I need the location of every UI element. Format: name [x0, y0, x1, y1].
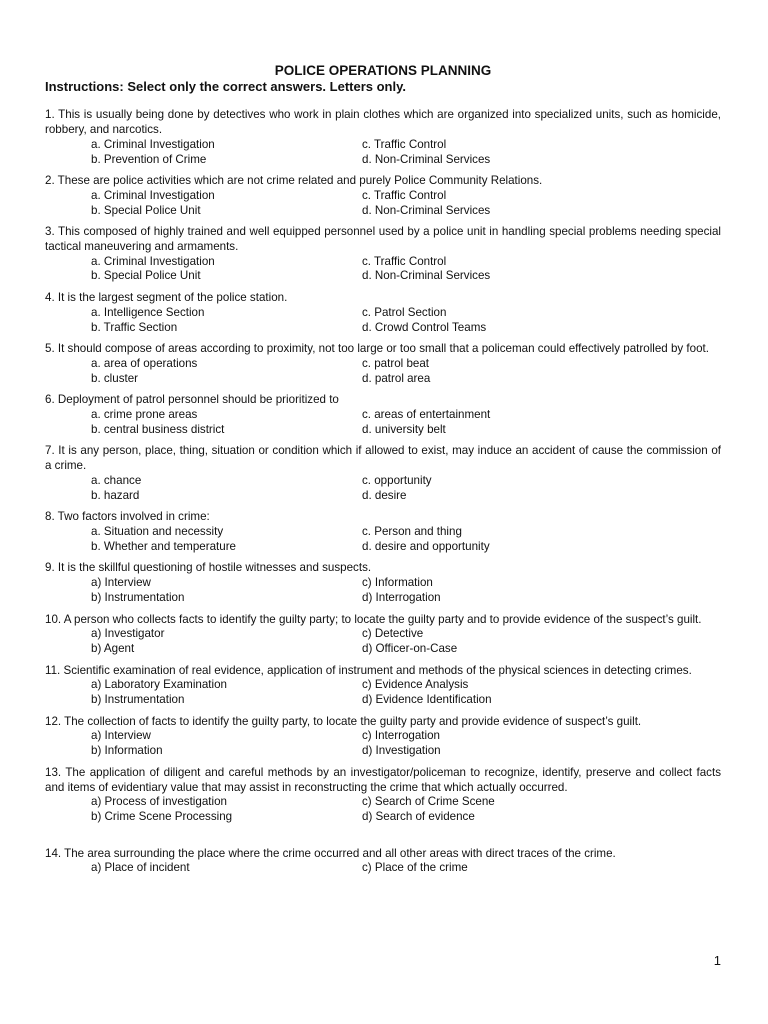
answer-option: a) Interview — [91, 729, 151, 743]
answer-option: b. Special Police Unit — [91, 203, 201, 217]
answer-option: b. Whether and temperature — [91, 539, 237, 553]
answer-options — [45, 189, 721, 218]
question-list — [45, 108, 721, 876]
answer-option: a. Situation and necessity — [91, 524, 224, 538]
question-8 — [45, 510, 721, 554]
answer-option: c. Traffic Control — [362, 137, 447, 151]
answer-option: c) Place of the crime — [362, 861, 468, 875]
question-stem: 3. This composed of highly trained and well equipped personnel used by a police unit in handling special problems needing special tactical maneuvering and armaments. — [45, 225, 721, 254]
answer-option: c) Evidence Analysis — [362, 678, 469, 692]
answer-option: a. area of operations — [91, 356, 198, 370]
answer-option: b) Instrumentation — [91, 590, 185, 604]
answer-option: d) Search of evidence — [362, 809, 475, 823]
question-stem: 7. It is any person, place, thing, situation or condition which if allowed to exist, may induce an accident of cause the commission of a crime. — [45, 444, 721, 473]
answer-option: b. Prevention of Crime — [91, 152, 207, 166]
answer-option: a. Intelligence Section — [91, 305, 205, 319]
question-stem: 9. It is the skillful questioning of hostile witnesses and suspects. — [45, 561, 372, 575]
answer-option: a) Laboratory Examination — [91, 678, 227, 692]
question-7 — [45, 444, 721, 503]
question-9 — [45, 561, 721, 605]
answer-option: a) Place of incident — [91, 861, 190, 875]
answer-option: b) Information — [91, 744, 163, 758]
answer-option: b. central business district — [91, 422, 225, 436]
question-1 — [45, 108, 721, 167]
question-6 — [45, 393, 721, 437]
question-stem: 10. A person who collects facts to identify the guilty party; to locate the guilty party and to provide evidence of the suspect’s guilt. — [45, 612, 702, 626]
question-stem: 14. The area surrounding the place where the crime occurred and all other areas with direct traces of the crime. — [45, 846, 616, 860]
instructions: Instructions: Select only the correct answers. Letters only. — [45, 78, 406, 94]
question-13 — [45, 766, 721, 825]
answer-option: a) Process of investigation — [91, 795, 227, 809]
answer-option: b) Crime Scene Processing — [91, 809, 233, 823]
question-stem: 1. This is usually being done by detectives who work in plain clothes which are organized into specialized units, such as homicide, robbery, and narcotics. — [45, 108, 721, 137]
question-10 — [45, 613, 721, 657]
answer-option: b. hazard — [91, 488, 140, 502]
answer-option: d) Interrogation — [362, 590, 441, 604]
answer-option: c. Patrol Section — [362, 305, 447, 319]
answer-option: b. cluster — [91, 371, 139, 385]
answer-option: c) Detective — [362, 627, 424, 641]
question-stem: 5. It should compose of areas according to proximity, not too large or too small that a policeman could effectively patrolled by foot. — [45, 342, 709, 356]
page-number: 1 — [713, 953, 721, 968]
answer-options — [45, 306, 721, 335]
question-stem: 4. It is the largest segment of the police station. — [45, 291, 288, 305]
answer-option: c. areas of entertainment — [362, 408, 491, 422]
answer-options — [45, 474, 721, 503]
answer-option: d. Non-Criminal Services — [362, 203, 491, 217]
answer-option: a. Criminal Investigation — [91, 137, 215, 151]
answer-options — [45, 729, 721, 758]
answer-option: a. chance — [91, 473, 142, 487]
answer-option: d. Non-Criminal Services — [362, 269, 491, 283]
answer-options — [45, 627, 721, 656]
answer-option: d. university belt — [362, 422, 446, 436]
answer-option: b) Instrumentation — [91, 693, 185, 707]
answer-options — [45, 576, 721, 605]
answer-option: a. Criminal Investigation — [91, 188, 215, 202]
question-stem: 13. The application of diligent and careful methods by an investigator/policeman to recognize, identify, preserve and collect facts and items of evidentiary value that may assist in reconstructing the crime that which actually occurred. — [45, 765, 721, 794]
document-title: POLICE OPERATIONS PLANNING — [274, 63, 492, 78]
answer-option: d) Officer-on-Case — [362, 641, 458, 655]
question-stem: 12. The collection of facts to identify the guilty party, to locate the guilty party and provide evidence of suspect’s guilt. — [45, 714, 642, 728]
answer-option: a. Criminal Investigation — [91, 254, 215, 268]
question-3 — [45, 225, 721, 284]
answer-option: d. desire — [362, 488, 407, 502]
question-stem: 11. Scientific examination of real evidence, application of instrument and methods of the physical sciences in detecting crimes. — [45, 663, 692, 677]
question-5 — [45, 342, 721, 386]
answer-option: c) Information — [362, 576, 433, 590]
question-stem: 8. Two factors involved in crime: — [45, 510, 210, 524]
question-stem: 2. These are police activities which are not crime related and purely Police Community Relations. — [45, 174, 543, 188]
answer-option: b. Traffic Section — [91, 320, 178, 334]
answer-option: c) Search of Crime Scene — [362, 795, 495, 809]
answer-option: c. Traffic Control — [362, 188, 447, 202]
answer-options — [45, 795, 721, 824]
answer-option: d. desire and opportunity — [362, 539, 490, 553]
answer-option: a) Interview — [91, 576, 151, 590]
answer-option: b. Special Police Unit — [91, 269, 201, 283]
question-2 — [45, 174, 721, 218]
answer-option: d. Crowd Control Teams — [362, 320, 487, 334]
answer-option: b) Agent — [91, 641, 135, 655]
question-14 — [45, 847, 721, 876]
answer-options — [45, 357, 721, 386]
answer-option: c. Traffic Control — [362, 254, 447, 268]
answer-option: c) Interrogation — [362, 729, 440, 743]
answer-option: a. crime prone areas — [91, 408, 198, 422]
answer-option: c. patrol beat — [362, 356, 430, 370]
answer-options — [45, 138, 721, 167]
answer-options — [45, 678, 721, 707]
answer-option: d. Non-Criminal Services — [362, 152, 491, 166]
question-4 — [45, 291, 721, 335]
answer-options — [45, 408, 721, 437]
answer-option: d) Evidence Identification — [362, 693, 492, 707]
answer-option: c. opportunity — [362, 473, 432, 487]
question-11 — [45, 664, 721, 708]
answer-option: a) Investigator — [91, 627, 165, 641]
answer-option: c. Person and thing — [362, 524, 462, 538]
answer-options — [45, 525, 721, 554]
answer-option: d. patrol area — [362, 371, 431, 385]
answer-options — [45, 861, 721, 876]
answer-option: d) Investigation — [362, 744, 441, 758]
answer-options — [45, 255, 721, 284]
document-page — [45, 62, 721, 883]
question-stem: 6. Deployment of patrol personnel should be prioritized to — [45, 393, 339, 407]
question-12 — [45, 715, 721, 759]
